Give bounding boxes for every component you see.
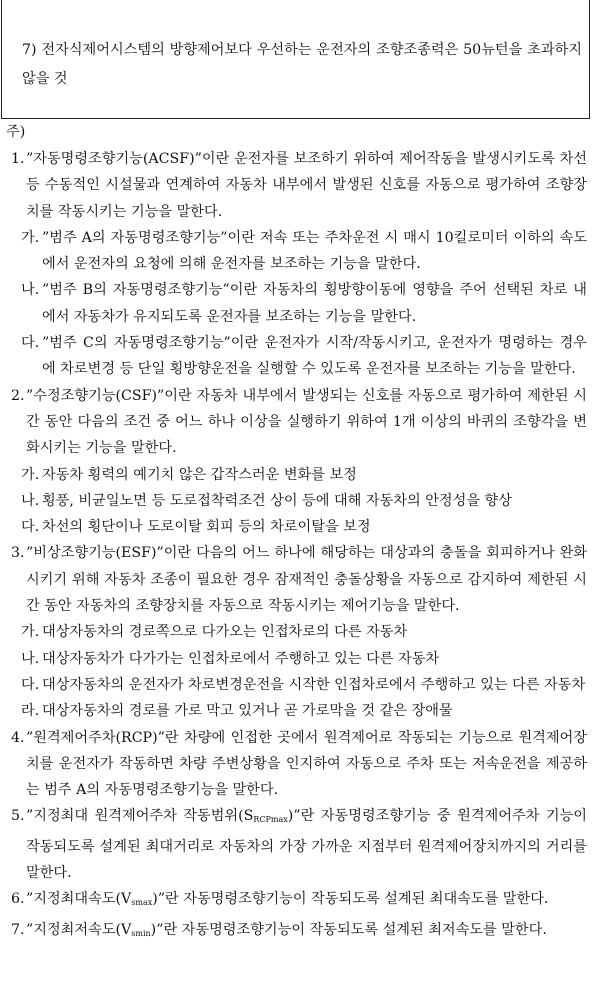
note-item-label: 4. xyxy=(11,729,25,746)
sub-item-2-da xyxy=(0,514,593,540)
sub-item-label: 가. xyxy=(21,624,40,641)
sub-item-text: 대상자동차의 경로를 가로 막고 있거나 곧 가로막을 것 같은 장애물 xyxy=(42,703,453,720)
note-item-label: 6. xyxy=(11,891,25,908)
sub-item-label: 라. xyxy=(21,703,40,720)
sub-item-label: 나. xyxy=(21,282,40,299)
criteria-box xyxy=(1,0,590,119)
sub-item-label: 가. xyxy=(21,229,40,246)
sub-item-label: 나. xyxy=(21,650,40,667)
sub-item-2-ga xyxy=(0,462,593,488)
note-item-text xyxy=(26,917,587,947)
note-heading: 주) xyxy=(6,124,26,140)
sub-item-text: ”범주 C의 자동명령조향기능”이란 운전자가 시작/작동시키고, 운전자가 명령하는 경우에 차로변경 등 단일 횡방향운전을 실행할 수 있도록 운전자를 보조하는 기능을 말한다. xyxy=(42,335,587,378)
sub-item-text: ”범주 B의 자동명령조향기능”이란 자동차의 횡방향이동에 영향을 주어 선택된 차로 내에서 자동차가 유지되도록 운전자를 보조하는 기능을 말한다. xyxy=(42,282,587,325)
note-item-label: 1. xyxy=(11,151,25,167)
sub-item-1-da xyxy=(0,330,593,383)
sub-item-3-ga xyxy=(0,619,593,645)
text-part: ”지정최저속도(V xyxy=(26,921,132,938)
text-part: )”란 자동명령조향기능이 작동되도록 설계된 최저속도를 말한다. xyxy=(150,921,547,938)
note-item-text: ”원격제어주차(RCP)”란 차량에 인접한 곳에서 원격제어로 작동되는 기능으로 원격제어장치를 운전자가 작동하면 차량 주변상황을 인지하여 자동으로 주차 또는 저속운전을 제공하는 범주 A의 자동명령조향기능을 말한다. xyxy=(26,729,587,799)
sub-item-label: 다. xyxy=(21,676,40,693)
sub-item-text: 자동차 횡력의 예기치 않은 갑작스러운 변화를 보정 xyxy=(42,466,357,483)
note-item-text xyxy=(26,803,587,886)
note-item-text: ”수정조향기능(CSF)”이란 자동차 내부에서 발생되는 신호를 자동으로 평가하여 제한된 시간 동안 다음의 조건 중 어느 하나 이상을 실행하기 위하여 1개 이상의 바퀴의 조향각을 변화시키는 기능을 말한다. xyxy=(26,387,587,457)
note-item-7 xyxy=(0,917,593,947)
sub-item-label: 다. xyxy=(21,335,40,352)
note-item-text: ”비상조향기능(ESF)”이란 다음의 어느 하나에 해당하는 대상과의 충돌을 회피하거나 완화시키기 위해 자동차 조종이 필요한 경우 잠재적인 충돌상황을 자동으로 감지하여 제한된 시간 동안 자동차의 조향장치를 자동으로 작동시키는 제어기능을 말한다. xyxy=(26,545,587,615)
sub-item-text: 대상자동차가 다가가는 인접차로에서 주행하고 있는 다른 자동차 xyxy=(42,650,440,667)
note-item-2 xyxy=(0,383,593,462)
sub-item-1-na xyxy=(0,277,593,330)
note-item-4 xyxy=(0,725,593,804)
box-item-label: 7) xyxy=(22,42,37,58)
note-item-5 xyxy=(0,803,593,886)
sub-item-3-da xyxy=(0,672,593,698)
sub-item-2-na xyxy=(0,488,593,514)
note-item-1 xyxy=(0,146,593,225)
subscript: smax xyxy=(131,898,153,908)
note-item-label: 2. xyxy=(11,387,25,404)
note-item-label: 7. xyxy=(11,921,25,938)
sub-item-1-ga xyxy=(0,225,593,278)
text-part: )”란 자동명령조향기능이 작동되도록 설계된 최대속도를 말한다. xyxy=(152,891,549,908)
note-item-6 xyxy=(0,886,593,916)
sub-item-3-na xyxy=(0,646,593,672)
sub-item-label: 나. xyxy=(21,492,40,509)
notes-list xyxy=(0,146,593,947)
sub-item-text: 차선의 횡단이나 도로이탈 회피 등의 차로이탈을 보정 xyxy=(42,519,371,536)
note-item-label: 3. xyxy=(11,545,25,562)
sub-item-text: 횡풍, 비균일노면 등 도로접착력조건 상이 등에 대해 자동차의 안정성을 향상 xyxy=(42,492,512,509)
subscript: smin xyxy=(131,928,151,938)
sub-item-text: 대상자동차의 운전자가 차로변경운전을 시작한 인접차로에서 주행하고 있는 다른 자동차 xyxy=(42,676,586,693)
note-item-text xyxy=(26,886,587,916)
sub-item-label: 가. xyxy=(21,466,40,483)
box-item-7 xyxy=(22,36,582,94)
text-part: ”지정최대속도(V xyxy=(26,891,132,908)
sub-item-3-ra xyxy=(0,698,593,724)
sub-item-text: ”범주 A의 자동명령조향기능”이란 저속 또는 주차운전 시 매시 10킬로미터 이하의 속도에서 운전자의 요청에 의해 운전자를 보조하는 기능을 말한다. xyxy=(42,229,587,273)
text-part: )”란 자동명령조향기능 중 원격제어주차 기능이 작동되도록 설계된 최대거리로 자동차의 가장 가까운 지점부터 원격제어장치까지의 거리를 말한다. xyxy=(26,808,587,882)
note-item-text: ”자동명령조향기능(ACSF)”이란 운전자를 보조하기 위하여 제어작동을 발생시키도록 차선 등 수동적인 시설물과 연계하여 자동차 내부에서 발생된 신호를 자동으로 평가하여 조향장치를 작동시키는 기능을 말한다. xyxy=(26,151,587,220)
note-item-label: 5. xyxy=(11,808,25,825)
box-item-text: 전자식제어시스템의 방향제어보다 우선하는 운전자의 조향조종력은 50뉴턴을 초과하지 않을 것 xyxy=(22,42,582,87)
note-item-3 xyxy=(0,540,593,619)
sub-item-text: 대상자동차의 경로쪽으로 다가오는 인접차로의 다른 자동차 xyxy=(42,624,408,641)
sub-item-label: 다. xyxy=(21,519,40,536)
text-part: ”지정최대 원격제어주차 작동범위(S xyxy=(26,808,254,825)
subscript: RCPmax xyxy=(253,815,288,825)
